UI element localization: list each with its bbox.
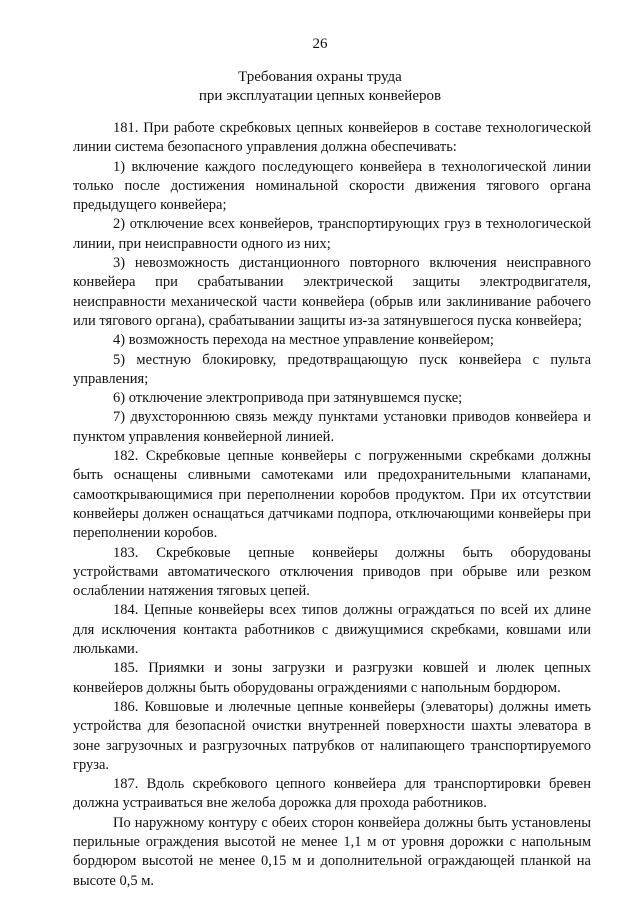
paragraph-184: 184. Цепные конвейеры всех типов должны ограждаться по всей их длине для исключения контакта работников с движущимися скребками, ковшами или люльками.	[73, 602, 591, 658]
section-title-line-1: Требования охраны труда	[238, 69, 402, 85]
list-item-2: 2) отключение всех конвейеров, транспортирующих груз в технологической линии, при неисправности одного из них;	[73, 216, 591, 252]
page-number: 26	[312, 36, 328, 52]
section-title-line-2: при эксплуатации цепных конвейеров	[198, 88, 442, 104]
paragraph-186: 186. Ковшовые и люлечные цепные конвейеры (элеваторы) должны иметь устройства для безопасной очистки внутренней поверхности шахты элеватора в зоне загрузочных и разгрузочных патрубков от налипающего транспортируемого груза.	[73, 698, 591, 773]
paragraph-187: 187. Вдоль скребкового цепного конвейера для транспортировки бревен должна устраиваться вне желоба дорожка для прохода работников.	[73, 776, 591, 812]
paragraph-185: 185. Приямки и зоны загрузки и разгрузки ковшей и люлек цепных конвейеров должны быть оборудованы ограждениями с напольным бордюром.	[73, 660, 591, 696]
document-body	[73, 119, 591, 891]
paragraph-183: 183. Скребковые цепные конвейеры должны быть оборудованы устройствами автоматического отключения приводов при обрыве или резком ослаблении натяжения тяговых цепей.	[73, 544, 591, 600]
list-item-3: 3) невозможность дистанционного повторного включения неисправного конвейера при срабатывании электрической защиты электродвигателя, неисправности механической части конвейера (обрыв или заклинивание рабочего или тягового органа), срабатывании защиты из-за затянувшегося пуска конвейера;	[73, 255, 591, 329]
list-item-6: 6) отключение электропривода при затянувшемся пуске;	[113, 390, 463, 407]
list-item-1: 1) включение каждого последующего конвейера в технологической линии только после достижения номинальной скорости движения тягового органа предыдущего конвейера;	[73, 158, 591, 214]
paragraph-181: 181. При работе скребковых цепных конвейеров в составе технологической линии система безопасного управления должна обеспечивать:	[73, 120, 591, 156]
paragraph-182: 182. Скребковые цепные конвейеры с погруженными скребками должны быть оснащены сливными самотеками или предохранительными клапанами, самооткрывающимися при переполнении коробов продуктом. При их отсутствии конвейеры должен оснащаться датчиками подпора, отключающими конвейеры при переполнении коробов.	[73, 448, 591, 542]
list-item-4: 4) возможность перехода на местное управление конвейером;	[113, 332, 494, 349]
section-title	[0, 68, 640, 106]
list-item-5: 5) местную блокировку, предотвращающую пуск конвейера с пульта управления;	[73, 351, 591, 387]
paragraph-187-railing: По наружному контуру с обеих сторон конвейера должны быть установлены перильные ограждения высотой не менее 1,1 м от уровня дорожки с напольным бордюром высотой не менее 0,15 м и дополнительной ограждающей планкой на высоте 0,5 м.	[73, 814, 591, 889]
list-item-7: 7) двухстороннюю связь между пунктами установки приводов конвейера и пунктом управления конвейерной линией.	[73, 409, 591, 445]
